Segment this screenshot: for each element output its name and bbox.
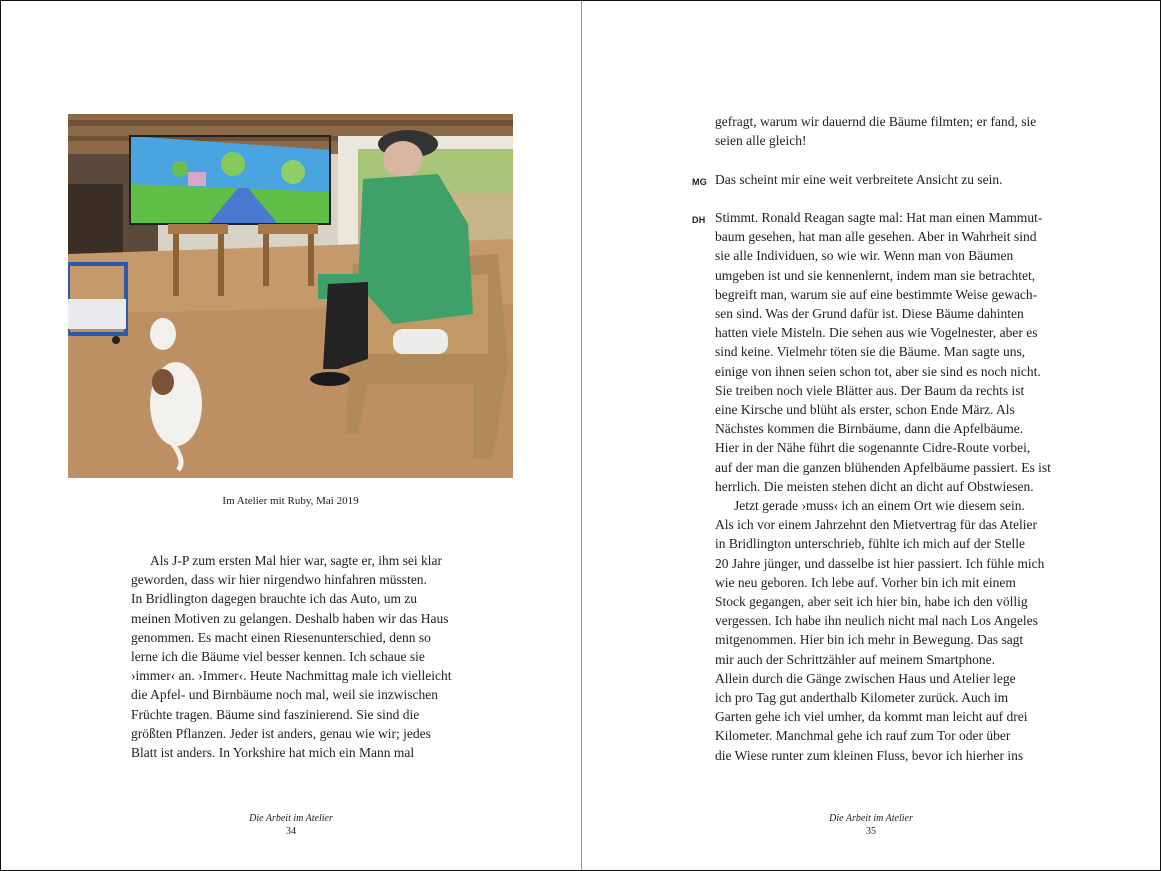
right-page xyxy=(582,1,1160,870)
mg-statement: Das scheint mir eine weit verbreitete Ansicht zu sein. xyxy=(715,172,1003,187)
page-number: 35 xyxy=(866,826,876,837)
dh-statement-1: Stimmt. Ronald Reagan sagte mal: Hat man einen Mammut- baum gesehen, hat man alle gesehen. Aber in Wahrheit sind sie alle Individuen, so wie wir. Wenn man von Bäumen umgeben ist und sie kennenlernt, indem man sie betrachtet, begreift man, warum sie auf eine bestimmte Weise gewach- sen sind. Was der Grund dafür ist. Diese Bäume dahinten hatten viele Misteln. Die sehen aus wie Vogelnester, aber es sind keine. Vielmehr töten sie die Bäume. Man sagte uns, einige von ihnen seien schon tot, aber sie sind es noch nicht. Sie treiben noch viele Blätter aus. Der Baum da rechts ist eine Kirsche und blüht als erster, schon Ende März. Als Nächstes kommen die Birnbäume, dann die Apfelbäume. Hier in der Nähe führt die sogenannte Cidre-Route vorbei, auf der man die ganzen blühenden Apfelbäume passiert. Es ist herrlich. Die meisten stehen dicht an dicht auf Obstwiesen. xyxy=(715,210,1051,494)
mg-speaker-block xyxy=(692,170,1062,189)
continuation-paragraph: gefragt, warum wir dauernd die Bäume filmten; er fand, sie seien alle gleich! xyxy=(715,114,1037,149)
page-number: 34 xyxy=(286,826,296,837)
left-body-text xyxy=(131,551,461,762)
left-page xyxy=(1,1,581,870)
photo-caption: Im Atelier mit Ruby, Mai 2019 xyxy=(222,495,359,507)
continuation-text xyxy=(715,112,1055,150)
right-page-footer xyxy=(582,813,1160,837)
speaker-label-dh: DH xyxy=(692,215,706,225)
studio-photo xyxy=(68,114,513,478)
running-title: Die Arbeit im Atelier xyxy=(249,813,333,824)
left-page-footer xyxy=(1,813,581,837)
dh-statement-2: Jetzt gerade ›muss‹ ich an einem Ort wie diesem sein. Als ich vor einem Jahrzehnt den Mietvertrag für das Atelier in Bridlington unterschrieb, fühlte ich mich auf der Stelle 20 Jahre jünger, und dasselbe ist hier passiert. Ich fühle mich wie neu geboren. Ich lebe auf. Vorher bin ich mit einem Stock gegangen, aber seit ich hier bin, habe ich den völlig vergessen. Ich habe ihn neulich nicht mal nach Los Angeles mitgenommen. Hier bin ich mehr in Bewegung. Das sagt mir auch der Schrittzähler auf meinem Smartphone. Allein durch die Gänge zwischen Haus und Atelier lege ich pro Tag gut anderthalb Kilometer zurück. Auch im Garten gehe ich viel umher, da kommt man leicht auf drei Kilometer. Manchmal gehe ich rauf zum Tor oder über die Wiese runter zum kleinen Fluss, bevor ich hierher ins xyxy=(715,498,1045,763)
speaker-label-mg: MG xyxy=(692,177,708,187)
dh-speaker-block xyxy=(692,208,1062,765)
running-title: Die Arbeit im Atelier xyxy=(829,813,913,824)
left-paragraph: Als J-P zum ersten Mal hier war, sagte er, ihm sei klar geworden, dass wir hier nirgendwo hinfahren müssten. In Bridlington dagegen brauchte ich das Auto, um zu meinen Motiven zu gelangen. Deshalb haben wir das Haus genommen. Es macht einen Riesenunterschied, denn so lerne ich die Bäume viel besser kennen. Ich schaue sie ›immer‹ an. ›Immer‹. Heute Nachmittag male ich vielleicht die Apfel- und Birnbäume noch mal, weil sie inzwischen Früchte tragen. Bäume sind faszinierend. Sie sind die größten Pflanzen. Jeder ist anders, genau wie wir; jedes Blatt ist anders. In Yorkshire hat mich ein Mann mal xyxy=(131,553,452,761)
